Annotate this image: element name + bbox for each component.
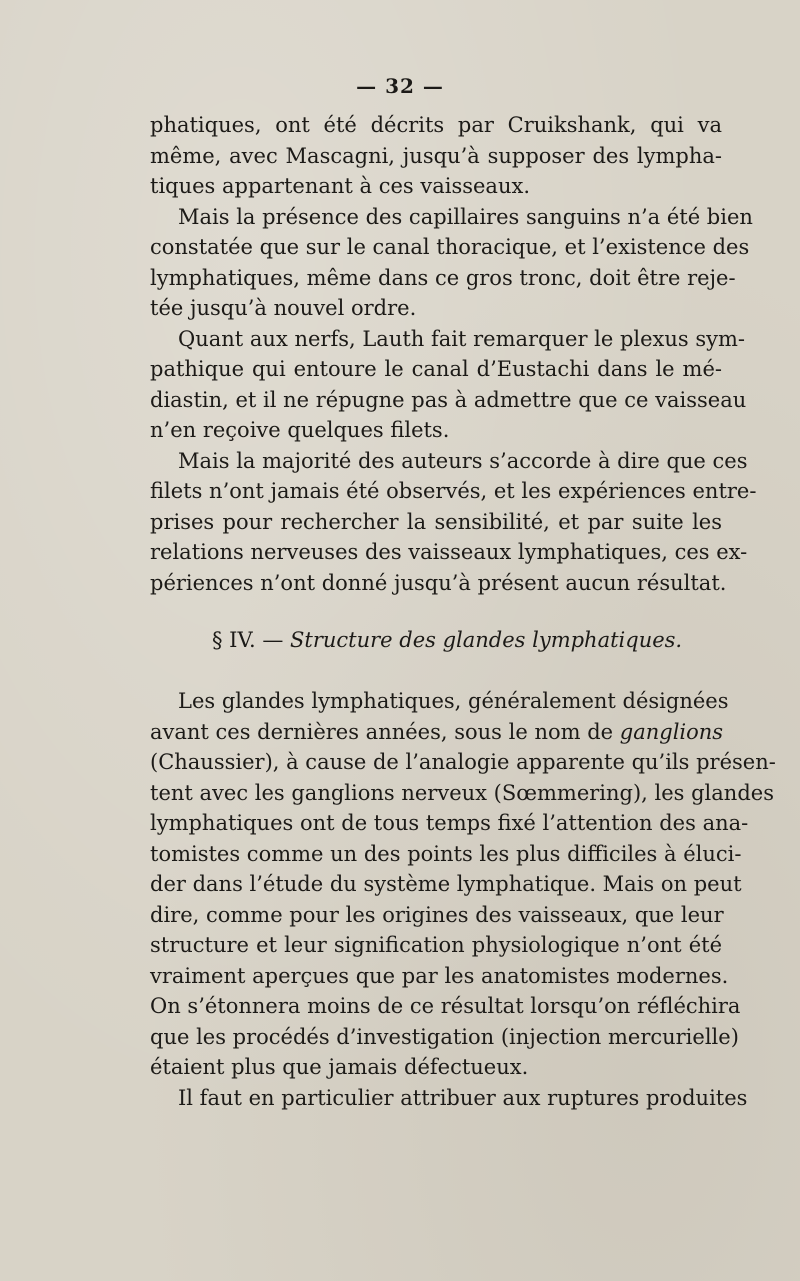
text-line: filets n’ont jamais été observés, et les expériences entre- (150, 479, 757, 503)
paragraph-block-upper (150, 110, 757, 598)
text-line: diastin, et il ne répugne pas à admettre que ce vaisseau (150, 387, 747, 412)
text-line: (Chaussier), à cause de l’analogie apparente qu’ils présen- (150, 750, 776, 774)
text-line: constatée que sur le canal thoracique, et l’existence des (150, 235, 750, 259)
text-line: lymphatiques ont de tous temps fixé l’attention des ana- (150, 811, 749, 835)
text-line: On s’étonnera moins de ce résultat lorsqu’on réfléchira (150, 994, 741, 1018)
page-number: — 32 — (356, 74, 444, 98)
section-title: Structure des glandes lymphatiques. (290, 628, 683, 652)
text-line: Il faut en particulier attribuer aux ruptures produites (178, 1085, 748, 1110)
text-line: Quant aux nerfs, Lauth fait remarquer le plexus sym- (178, 326, 746, 351)
italic-term: ganglions (619, 719, 724, 744)
text-line-with-italic (150, 717, 722, 748)
text-line: tomistes comme un des points les plus difficiles à éluci- (150, 841, 742, 866)
text-line: que les procédés d’investigation (injection mercurielle) (150, 1024, 739, 1049)
text-line: tée jusqu’à nouvel ordre. (150, 296, 417, 320)
paragraph-block-lower (150, 686, 776, 1113)
text-line: périences n’ont donné jusqu’à présent aucun résultat. (150, 570, 727, 595)
text-line: structure et leur signification physiologique n’ont été (150, 933, 722, 957)
text-line: tent avec les ganglions nerveux (Sœmmering), les glandes (150, 780, 774, 805)
text-line: prises pour rechercher la sensibilité, et par suite les (150, 509, 722, 534)
text-line: même, avec Mascagni, jusqu’à supposer des lympha- (150, 143, 722, 168)
section-heading (212, 628, 682, 652)
text-line: relations nerveuses des vaisseaux lymphatiques, ces ex- (150, 540, 748, 564)
text-segment: avant ces dernières années, sous le nom de (150, 719, 614, 744)
text-line: pathique qui entoure le canal d’Eustachi dans le mé- (150, 357, 722, 381)
text-line: vraiment aperçues que par les anatomistes modernes. (150, 963, 729, 988)
text-line: étaient plus que jamais défectueux. (150, 1055, 529, 1079)
text-line: dire, comme pour les origines des vaisseaux, que leur (150, 902, 724, 927)
text-line: tiques appartenant à ces vaisseaux. (150, 174, 530, 198)
text-line: n’en reçoive quelques filets. (150, 418, 450, 442)
text-line: lymphatiques, même dans ce gros tronc, doit être reje- (150, 265, 736, 290)
section-number: § IV. — (212, 628, 284, 652)
text-line: Les glandes lymphatiques, généralement désignées (178, 689, 729, 713)
text-line: Mais la majorité des auteurs s’accorde à dire que ces (178, 448, 748, 473)
text-line: der dans l’étude du système lymphatique. Mais on peut (150, 872, 742, 896)
text-line: Mais la présence des capillaires sanguins n’a été bien (178, 204, 753, 229)
text-line: phatiques, ont été décrits par Cruikshank, qui va (150, 113, 722, 137)
